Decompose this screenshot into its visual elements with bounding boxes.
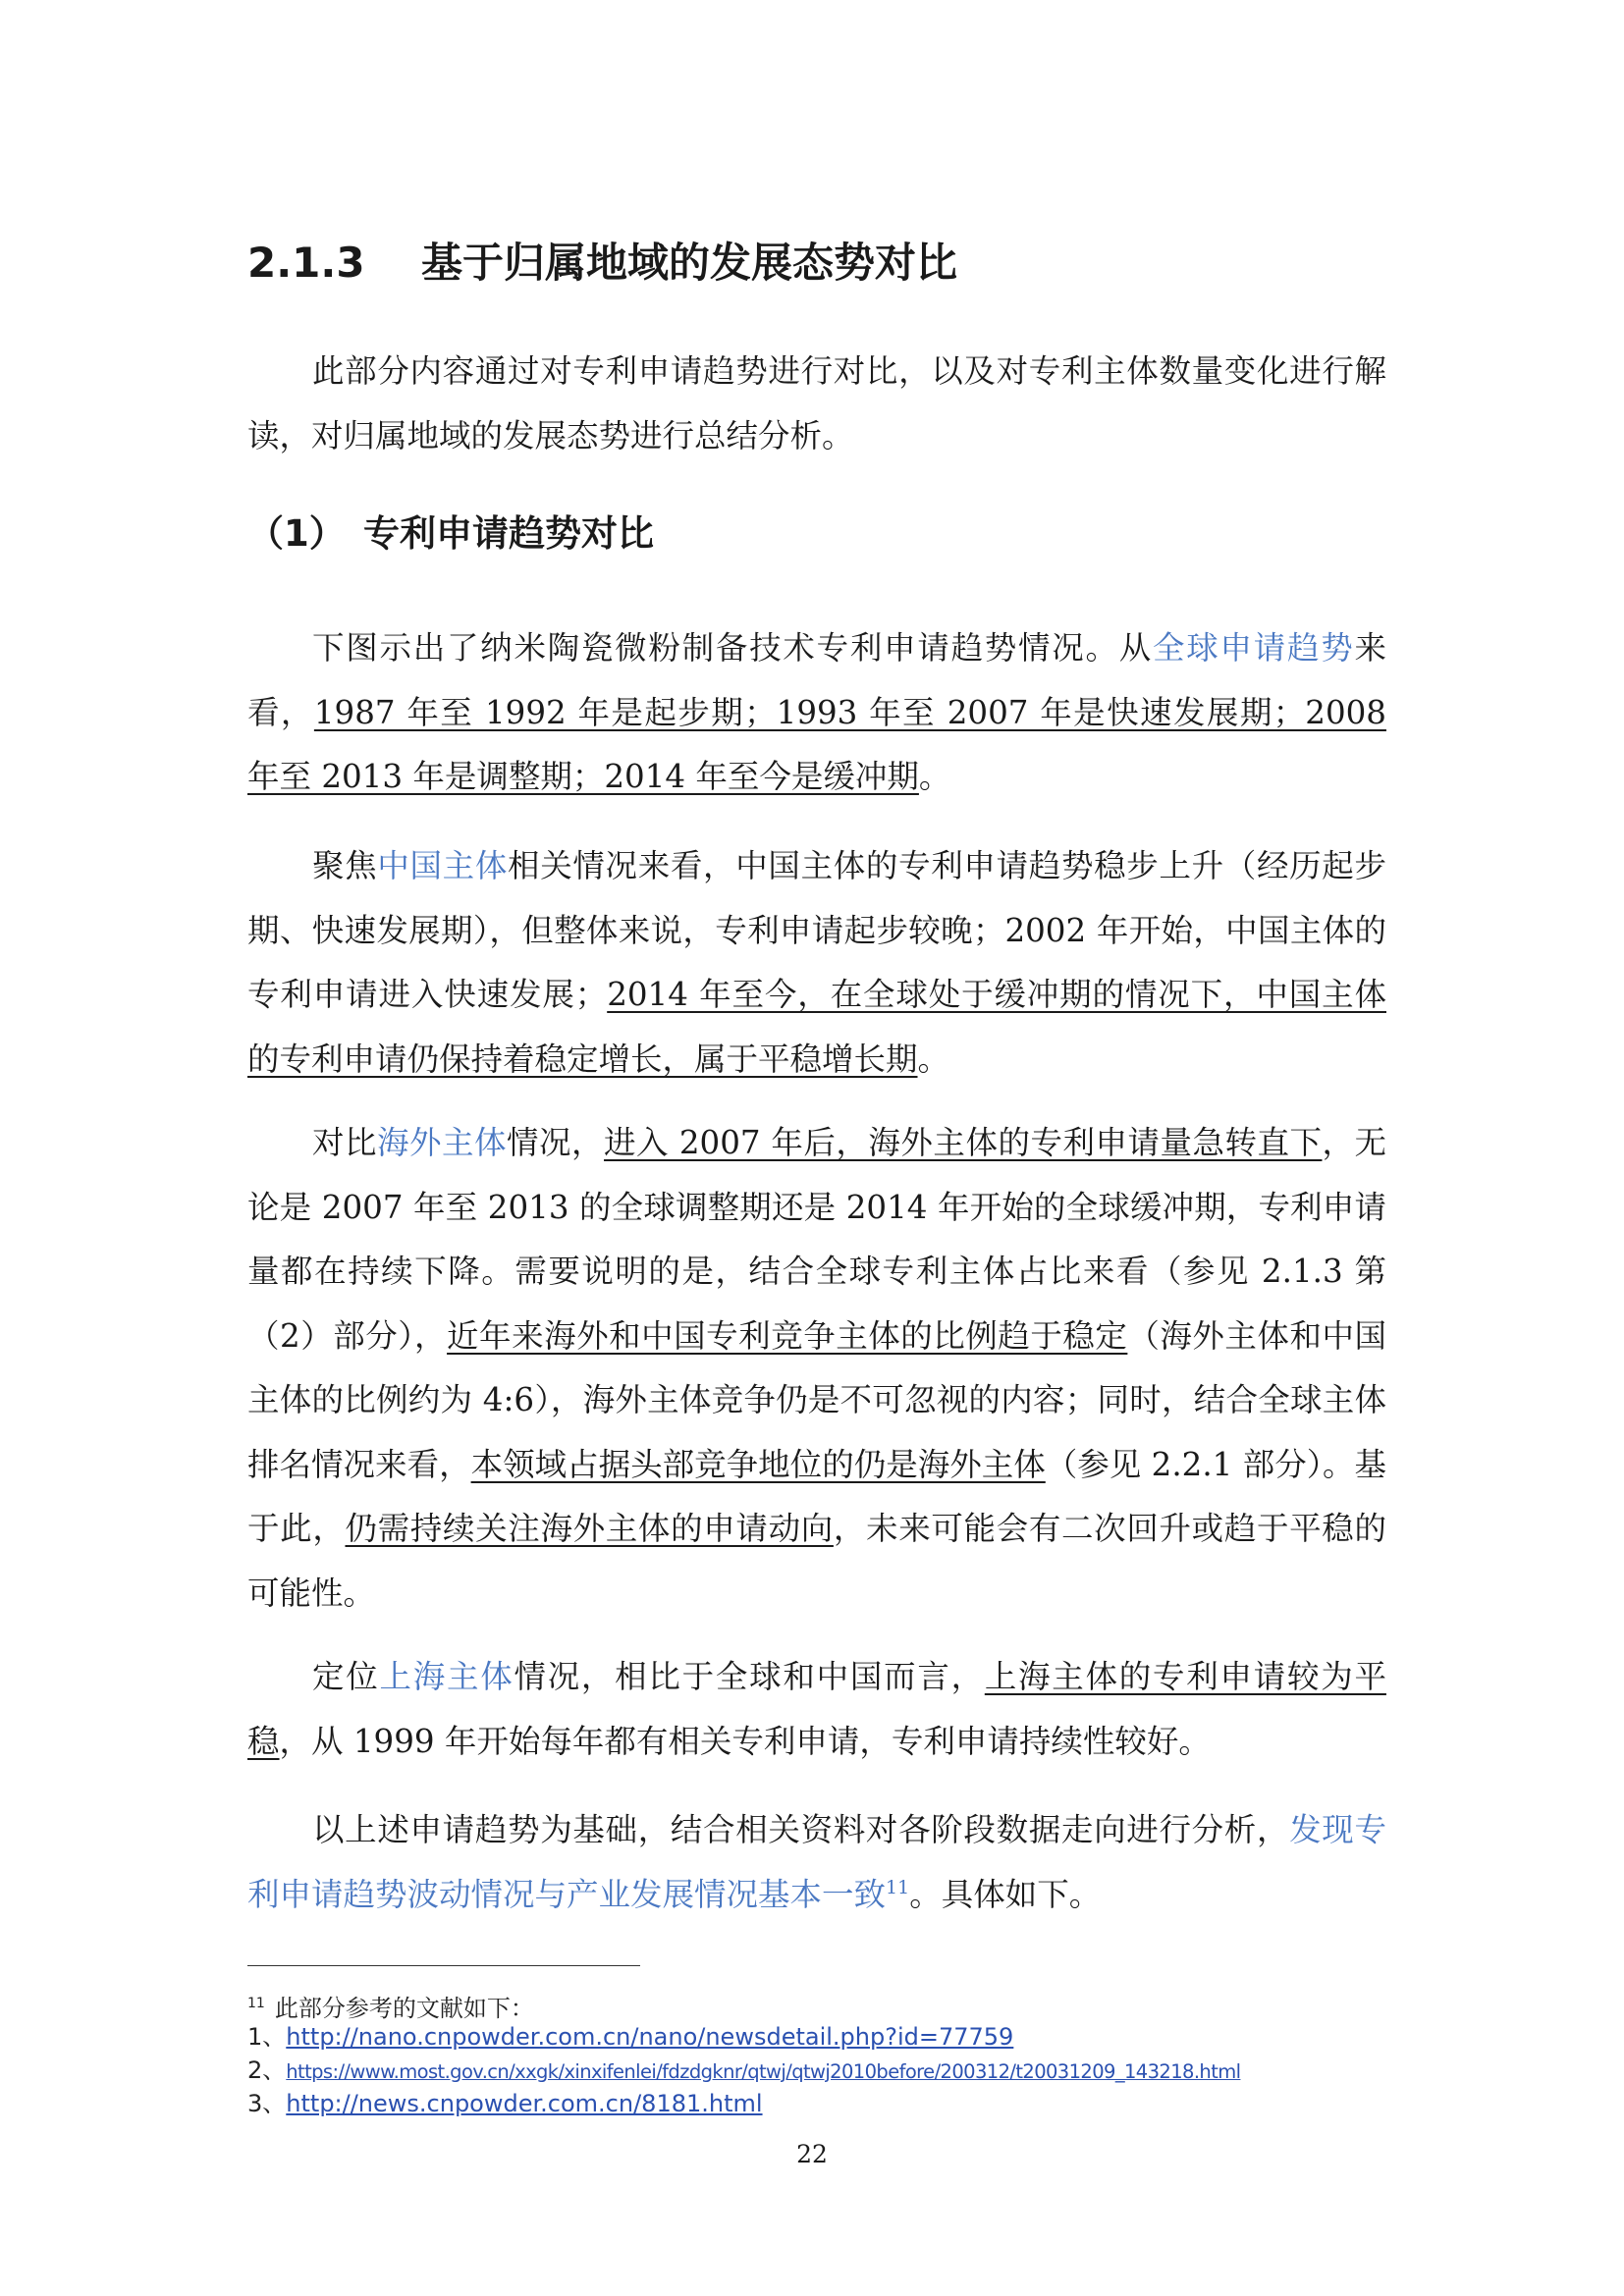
paragraph-china-entities xyxy=(247,834,1386,1092)
text-run: 定位 xyxy=(312,1658,380,1695)
footnote-item xyxy=(247,2054,1426,2089)
footnote-label: 2、 xyxy=(247,2056,287,2084)
footnote-link[interactable]: http://news.cnpowder.com.cn/8181.html xyxy=(286,2090,763,2117)
paragraph-overseas-entities xyxy=(247,1111,1386,1626)
text-run: ，未来可能会有二次回升或趋于平稳的可能性。 xyxy=(247,1510,1386,1612)
underlined-text: 1987 年至 1992 年是起步期；1993 年至 2007 年是快速发展期；2008 年至 2013 年是调整期；2014 年至今是缓冲期 xyxy=(247,693,1386,795)
section-heading xyxy=(247,234,957,293)
footnote-mark: 11 xyxy=(247,1996,265,2011)
text-run: 情况，相比于全球和中国而言， xyxy=(514,1658,985,1695)
text-run: （海外主体和中国主体的比例约为 4:6），海外主体竞争仍是不可忽视的内容；同时，结合全球主体排名情况来看， xyxy=(247,1316,1386,1483)
text-run: 。具体如下。 xyxy=(909,1875,1102,1913)
underlined-text: 2014 年至今，在全球处于缓冲期的情况下，中国主体的专利申请仍保持着稳定增长，属于平稳增长期 xyxy=(247,976,1386,1078)
subsection-title: 专利申请趋势对比 xyxy=(363,512,654,555)
footnote-intro-text: 此部分参考的文献如下： xyxy=(274,1995,534,2022)
text-run: 。 xyxy=(917,1040,950,1078)
footnote-label: 3、 xyxy=(247,2090,287,2117)
highlight-global-trend: 全球申请趋势 xyxy=(1153,629,1355,667)
text-run: 下图示出了纳米陶瓷微粉制备技术专利申请趋势情况。从 xyxy=(312,629,1154,667)
highlight-overseas-entities: 海外主体 xyxy=(377,1124,508,1161)
text-run: 情况， xyxy=(507,1124,605,1161)
subsection-number: （1） xyxy=(247,512,346,555)
text-run: ，无论是 2007 年至 2013 的全球调整期还是 2014 年开始的全球缓冲期，专利申请量都在持续下降。需要说明的是，结合全球专利主体占比来看（参见 2.1.3 第（2）部分）， xyxy=(247,1124,1386,1355)
underlined-text: 本领域占据头部竞争地位的仍是海外主体 xyxy=(470,1445,1046,1483)
underlined-text: 仍需持续关注海外主体的申请动向 xyxy=(345,1510,834,1547)
page-number: 22 xyxy=(796,2140,828,2168)
intro-paragraph: 此部分内容通过对专利申请趋势进行对比，以及对专利主体数量变化进行解读，对归属地域的发展态势进行总结分析。 xyxy=(247,352,1386,454)
paragraph-global-trend xyxy=(247,616,1386,810)
footnote-item xyxy=(247,2020,1426,2054)
underlined-text: 进入 2007 年后，海外主体的专利申请量急转直下 xyxy=(604,1124,1323,1161)
text-run: 相关情况来看，中国主体的专利申请趋势稳步上升（经历起步期、快速发展期），但整体来说，专利申请起步较晚；2002 年开始，中国主体的专利申请进入快速发展； xyxy=(247,847,1386,1013)
footnote-link[interactable]: http://nano.cnpowder.com.cn/nano/newsdetail.php?id=77759 xyxy=(286,2023,1014,2051)
underlined-text: 上海主体的专利申请较为平稳 xyxy=(247,1658,1386,1760)
text-run: 对比 xyxy=(312,1124,378,1161)
text-run: 。 xyxy=(918,758,951,795)
section-title: 基于归属地域的发展态势对比 xyxy=(421,239,958,287)
footnote-label: 1、 xyxy=(247,2023,287,2051)
paragraph-conclusion xyxy=(247,1798,1386,1927)
text-run: ，从 1999 年开始每年都有相关专利申请，专利申请持续性较好。 xyxy=(279,1722,1211,1760)
subsection-heading xyxy=(247,507,654,561)
footnote-item xyxy=(247,2087,1426,2120)
highlight-shanghai-entities: 上海主体 xyxy=(379,1658,514,1695)
underlined-text: 近年来海外和中国专利竞争主体的比例趋于稳定 xyxy=(447,1316,1128,1355)
section-number: 2.1.3 xyxy=(247,239,365,287)
footnote-reference[interactable]: 11 xyxy=(886,1876,910,1898)
text-run: 聚焦 xyxy=(312,847,378,884)
text-run: 以上述申请趋势为基础，结合相关资料对各阶段数据走向进行分析， xyxy=(312,1811,1290,1848)
footnote-divider xyxy=(247,1965,640,1966)
highlight-conclusion: 发现专利申请趋势波动情况与产业发展情况基本一致 xyxy=(247,1811,1386,1913)
highlight-china-entities: 中国主体 xyxy=(377,847,509,884)
text-run: （参见 2.2.1 部分）。基于此， xyxy=(247,1445,1386,1547)
text-run: 来看， xyxy=(247,629,1386,731)
footnote-link[interactable]: https://www.most.gov.cn/xxgk/xinxifenlei/fdzdgknr/qtwj/qtwj2010before/200312/t20031209_143218.html xyxy=(286,2060,1241,2083)
paragraph-shanghai-entities xyxy=(247,1645,1386,1774)
